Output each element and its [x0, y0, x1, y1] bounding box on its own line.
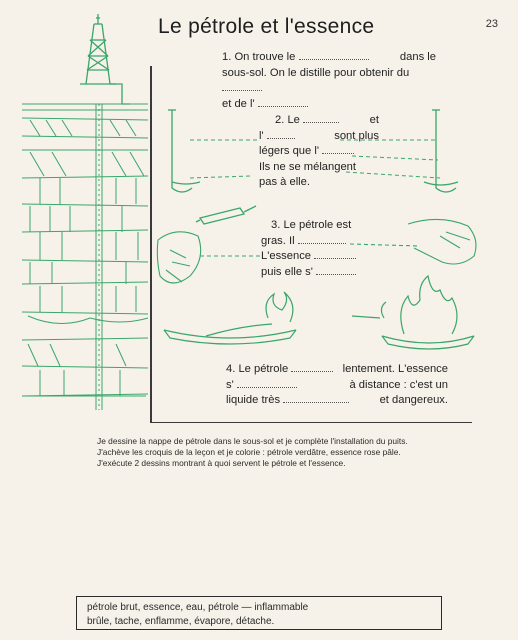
page-title: Le pétrole et l'essence — [158, 15, 375, 38]
blank-field[interactable] — [298, 234, 346, 244]
blank-field[interactable] — [267, 129, 295, 139]
word-box-line-1: pétrole brut, essence, eau, pétrole — inflammable — [87, 602, 309, 613]
ex2-text-d: sont plus — [334, 129, 379, 142]
burning-dish-left-drawing — [164, 292, 296, 344]
ex3-text-a: 3. Le pétrole est — [271, 219, 352, 231]
oil-derrick-drawing — [80, 14, 130, 104]
ex2-text-c: l' — [259, 129, 264, 142]
blank-field[interactable] — [258, 97, 308, 107]
burning-dish-right-drawing — [352, 276, 474, 349]
ex4-text-d: à distance : c'est un — [349, 378, 448, 391]
ex3-text-c: L'essence — [261, 250, 312, 263]
ex2-text-f: Ils ne se mélangent — [259, 160, 357, 173]
blank-field[interactable] — [291, 362, 333, 372]
ex4-text-e: liquide très — [226, 394, 281, 407]
test-tube-left-drawing — [168, 110, 200, 192]
ex4-text-c: s' — [226, 378, 234, 391]
word-box-line-2: brûle, tache, enflamme, évapore, détache. — [87, 615, 275, 627]
instructions — [97, 436, 477, 468]
ex4-text-f: et dangereux. — [379, 394, 448, 407]
ex1-text-4: et de l' — [222, 97, 255, 110]
blank-field[interactable] — [322, 144, 354, 154]
blank-field[interactable] — [314, 249, 356, 259]
cloth-hand-left-drawing — [157, 232, 262, 283]
ex1-text-2: dans le — [399, 51, 436, 63]
instruction-line: J'achève les croquis de la leçon et je colorie : pétrole verdâtre, essence rose pâle. — [97, 446, 401, 457]
instruction-line: Je dessine la nappe de pétrole dans le sous-sol et je complète l'installation du puits. — [97, 436, 408, 446]
ex1-text-3: sous-sol. On le distille pour obtenir du — [222, 66, 410, 79]
ex4-text-b: lentement. L'essence — [342, 363, 448, 375]
word-box — [76, 596, 442, 630]
blank-field[interactable] — [237, 378, 297, 388]
blank-field[interactable] — [316, 265, 356, 275]
pipette-drawing — [196, 206, 256, 224]
ex2-text-e: légers que l' — [259, 145, 319, 158]
test-tube-right-drawing — [424, 110, 458, 192]
blank-field[interactable] — [283, 393, 349, 403]
vertical-divider — [150, 66, 152, 422]
ex1-text-1: 1. On trouve le — [222, 51, 296, 63]
ex2-text-b: et — [369, 114, 379, 126]
exercise-2 — [259, 113, 379, 191]
ex2-text-a: 2. Le — [275, 114, 300, 126]
exercise-3 — [261, 218, 381, 280]
blank-field[interactable] — [222, 81, 262, 91]
ex2-text-g: pas à elle. — [259, 176, 310, 189]
blank-field[interactable] — [299, 50, 369, 60]
ex4-text-a: 4. Le pétrole — [226, 363, 289, 375]
exercise-1 — [222, 50, 436, 112]
ground-layers-drawing — [22, 104, 148, 410]
ex3-text-b: gras. Il — [261, 234, 295, 247]
horizontal-divider — [150, 422, 472, 423]
instruction-line: J'exécute 2 dessins montrant à quoi servent le pétrole et l'essence. — [97, 457, 346, 468]
exercise-4 — [226, 362, 448, 409]
blank-field[interactable] — [303, 113, 339, 123]
ex3-text-d: puis elle s' — [261, 265, 313, 278]
page-number: 23 — [485, 18, 498, 30]
